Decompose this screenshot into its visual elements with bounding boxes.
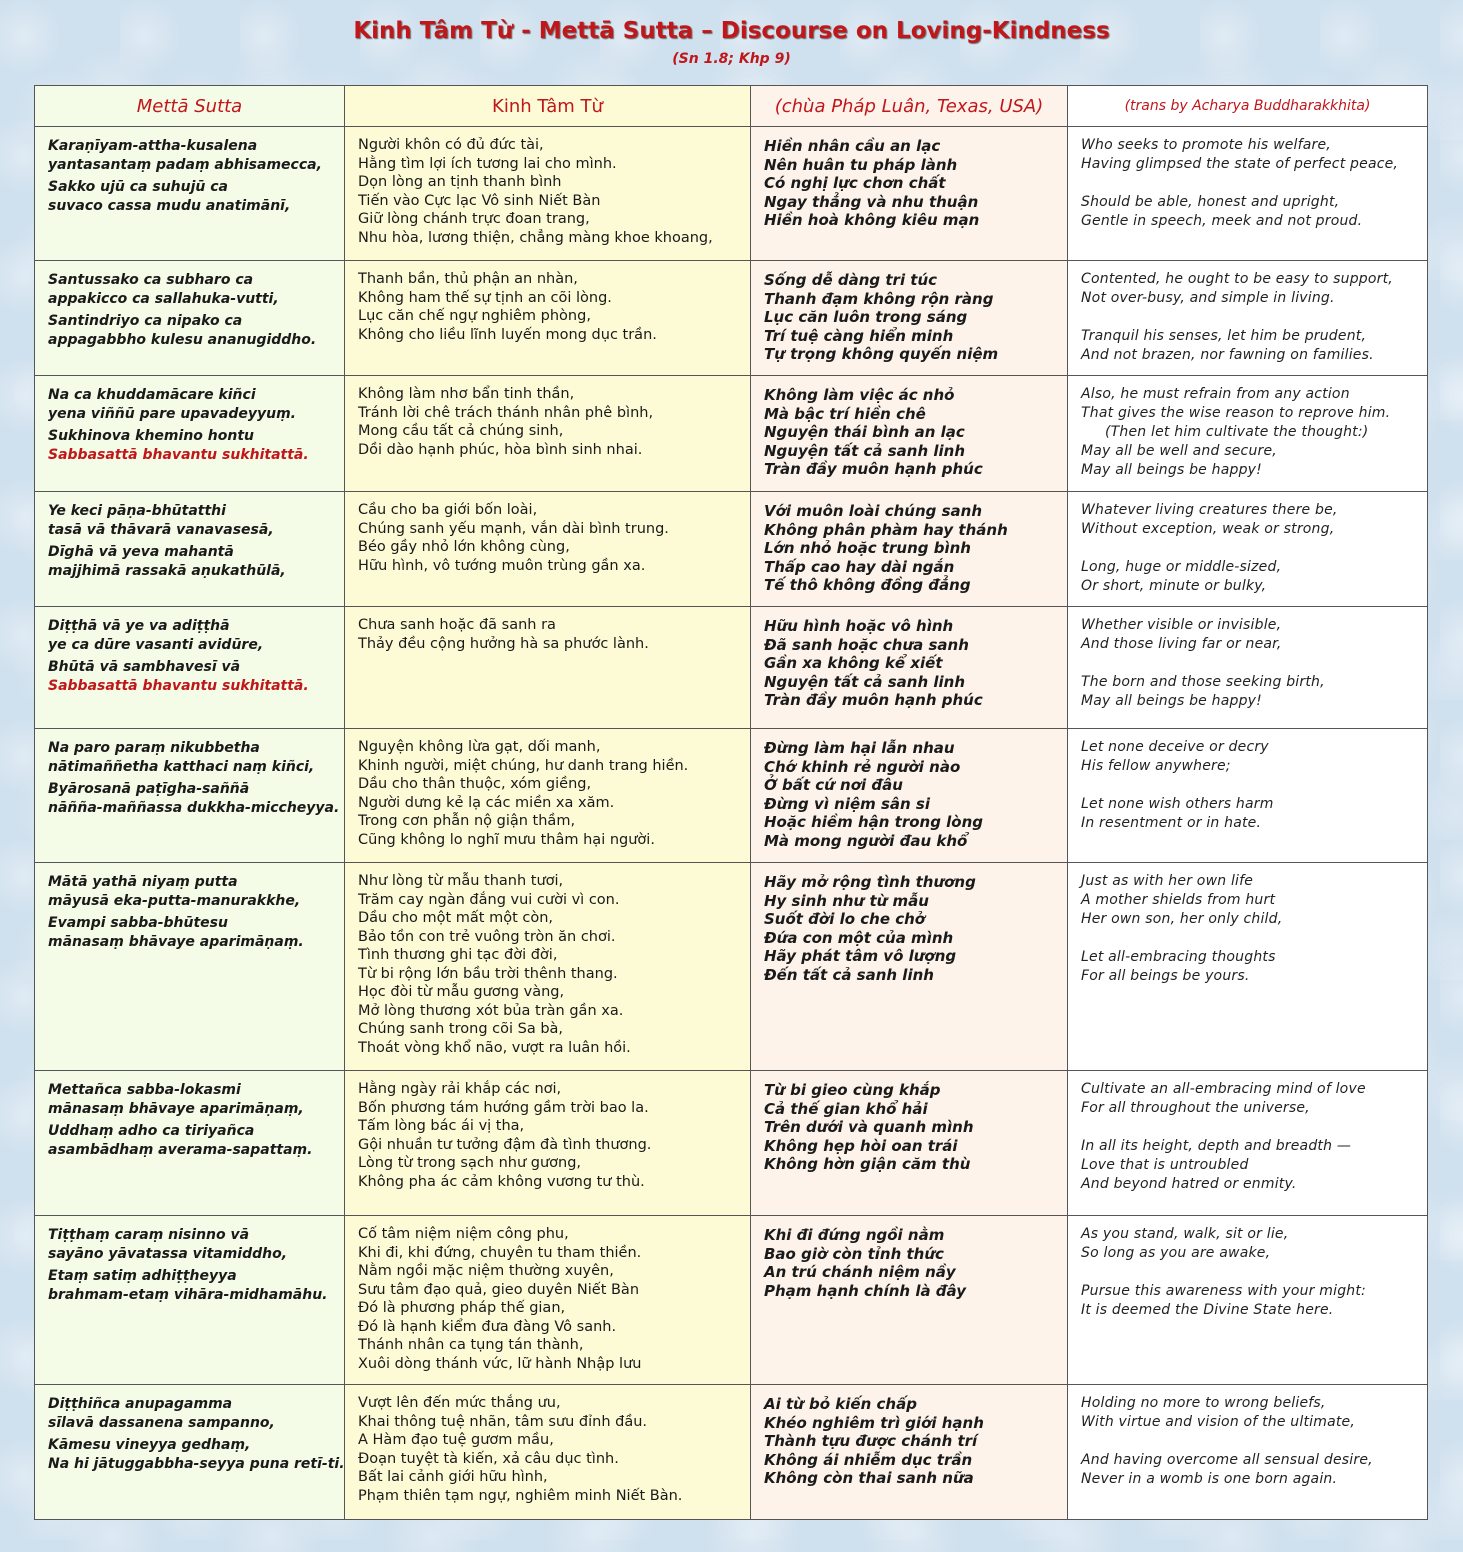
english-line: Not over-busy, and simple in living. bbox=[1081, 290, 1335, 306]
vietnamese-alt-line: Đừng làm hại lẫn nhau bbox=[764, 739, 955, 757]
pali-line: Na ca khuddamācare kiñci bbox=[48, 387, 256, 403]
vietnamese-alt-line: Đến tất cả sanh linh bbox=[764, 965, 934, 984]
english-verse bbox=[1068, 863, 1427, 992]
stanza-gap bbox=[1081, 776, 1415, 795]
header-pali: Mettā Sutta bbox=[35, 86, 345, 127]
english-line: Also, he must refrain from any action bbox=[1081, 386, 1350, 402]
pali-verse bbox=[35, 1216, 344, 1311]
pali-line: suvaco cassa mudu anatimānī, bbox=[48, 198, 291, 214]
pali-line: mānasaṃ bhāvaye aparimāṇaṃ, bbox=[48, 1101, 304, 1117]
vietnamese-alt-line: Thanh đạm không rộn ràng bbox=[764, 289, 994, 308]
vietnamese-line: A Hàm đạo tuệ gươm mầu, bbox=[358, 1432, 554, 1448]
english-cell bbox=[1068, 1385, 1428, 1520]
vietnamese-line: Mong cầu tất cả chúng sinh, bbox=[358, 423, 564, 439]
vietnamese-verse bbox=[345, 1071, 750, 1197]
vietnamese-cell bbox=[345, 863, 751, 1071]
english-verse bbox=[1068, 607, 1427, 717]
vietnamese-verse bbox=[345, 261, 750, 350]
page-title: Kinh Tâm Từ - Mettā Sutta – Discourse on Loving-Kindness bbox=[353, 18, 1110, 44]
english-line: With virtue and vision of the ultimate, bbox=[1081, 1414, 1356, 1430]
verse-row bbox=[35, 1071, 1428, 1216]
vietnamese-alt-line: Không ái nhiễm dục trần bbox=[764, 1450, 973, 1469]
english-line: Having glimpsed the state of perfect peace, bbox=[1081, 156, 1399, 172]
vietnamese-line: Khi đi, khi đứng, chuyên tu tham thiền. bbox=[358, 1244, 642, 1261]
vietnamese-alt-line: Phạm hạnh chính là đây bbox=[764, 1281, 966, 1300]
vietnamese-alt-line: Nguyện thái bình an lạc bbox=[764, 423, 965, 441]
english-verse bbox=[1068, 1385, 1427, 1495]
vietnamese-line: Thanh bần, thủ phận an nhàn, bbox=[358, 271, 578, 287]
vietnamese-alt-verse bbox=[751, 863, 1067, 990]
pali-line: Tiṭṭhaṃ caraṃ nisinno vā bbox=[48, 1227, 250, 1243]
vietnamese-alt-line: Cả thế gian khổ hải bbox=[764, 1099, 928, 1118]
vietnamese-alt-line: Hiền nhân cầu an lạc bbox=[764, 137, 941, 155]
english-line: And not brazen, nor fawning on families. bbox=[1081, 347, 1374, 363]
pali-cell bbox=[35, 261, 345, 376]
vietnamese-alt-cell bbox=[751, 1216, 1068, 1385]
verse-row bbox=[35, 1385, 1428, 1520]
pali-verse bbox=[35, 729, 344, 824]
vietnamese-line: Không ham thế sự tịnh an cõi lòng. bbox=[358, 289, 612, 306]
pali-line: Bhūtā vā sambhavesī vā bbox=[48, 659, 241, 675]
pali-line: sīlavā dassanena sampanno, bbox=[48, 1415, 275, 1431]
vietnamese-line: Hằng tìm lợi ích tương lai cho mình. bbox=[358, 155, 617, 172]
english-line: It is deemed the Divine State here. bbox=[1081, 1302, 1334, 1318]
vietnamese-alt-line: Không hẹp hòi oan trái bbox=[764, 1136, 958, 1155]
vietnamese-alt-line: Trí tuệ càng hiển minh bbox=[764, 326, 954, 345]
vietnamese-line: Đoạn tuyệt tà kiến, xả câu dục tình. bbox=[358, 1450, 619, 1467]
verse-row bbox=[35, 607, 1428, 729]
pali-line: Dīghā vā yeva mahantā bbox=[48, 544, 234, 560]
pali-line: Byārosanā paṭīgha-saññā bbox=[48, 781, 250, 797]
vietnamese-line: Dọn lòng an tịnh thanh bình bbox=[358, 174, 562, 190]
stanza-gap bbox=[1081, 174, 1415, 193]
vietnamese-alt-line: Nguyện tất cả sanh linh bbox=[764, 672, 966, 691]
vietnamese-alt-verse bbox=[751, 127, 1067, 236]
pali-line: Na hi jātuggabbha-seyya puna retī-ti. bbox=[48, 1456, 345, 1472]
vietnamese-alt-verse bbox=[751, 1216, 1067, 1306]
vietnamese-line: Lục căn chế ngự nghiêm phòng, bbox=[358, 308, 591, 324]
pali-line: Diṭṭhiñca anupagamma bbox=[48, 1396, 233, 1412]
vietnamese-alt-verse bbox=[751, 376, 1067, 485]
stanza-gap bbox=[1081, 1263, 1415, 1282]
vietnamese-verse bbox=[345, 492, 750, 581]
vietnamese-alt-line: Mà mong người đau khổ bbox=[764, 831, 968, 850]
english-cell bbox=[1068, 492, 1428, 607]
vietnamese-alt-line: Bao giờ còn tỉnh thức bbox=[764, 1244, 944, 1263]
pali-line: yena viññū pare upavadeyyuṃ. bbox=[48, 406, 297, 422]
vietnamese-alt-line: Đứa con một của mình bbox=[764, 928, 954, 947]
pali-line: majjhimā rassakā aṇukathūlā, bbox=[48, 563, 286, 579]
vietnamese-alt-line: Lục căn luôn trong sáng bbox=[764, 308, 968, 326]
vietnamese-alt-line: An trú chánh niệm nầy bbox=[764, 1263, 956, 1281]
header-vietnamese-alt: (chùa Pháp Luân, Texas, USA) bbox=[751, 86, 1068, 127]
vietnamese-line: Hữu hình, vô tướng muôn trùng gần xa. bbox=[358, 557, 646, 574]
stanza-gap bbox=[1081, 654, 1415, 673]
pali-line: sayāno yāvatassa vitamiddho, bbox=[48, 1246, 288, 1262]
vietnamese-alt-line: Từ bi gieo cùng khắp bbox=[764, 1081, 941, 1099]
pali-verse bbox=[35, 1385, 344, 1480]
vietnamese-alt-line: Không làm việc ác nhỏ bbox=[764, 386, 955, 404]
vietnamese-verse bbox=[345, 607, 750, 659]
vietnamese-cell bbox=[345, 607, 751, 729]
pali-cell bbox=[35, 607, 345, 729]
vietnamese-alt-line: Không phân phàm hay thánh bbox=[764, 520, 1008, 539]
english-line: May all beings be happy! bbox=[1081, 462, 1262, 478]
vietnamese-alt-cell bbox=[751, 261, 1068, 376]
english-verse bbox=[1068, 492, 1427, 602]
english-line: In resentment or in hate. bbox=[1081, 815, 1262, 831]
vietnamese-alt-line: Mà bậc trí hiền chê bbox=[764, 404, 926, 423]
vietnamese-alt-line: Hiền hoà không kiêu mạn bbox=[764, 211, 980, 229]
english-line: Love that is untroubled bbox=[1081, 1157, 1249, 1173]
vietnamese-line: Xuôi dòng thánh vức, lữ hành Nhập lưu bbox=[358, 1355, 642, 1372]
english-line: A mother shields from hurt bbox=[1081, 892, 1276, 908]
verse-row bbox=[35, 1216, 1428, 1385]
vietnamese-line: Nguyện không lừa gạt, dối manh, bbox=[358, 739, 601, 755]
stanza-gap bbox=[1081, 929, 1415, 948]
pali-verse bbox=[35, 1071, 344, 1166]
vietnamese-alt-line: Khi đi đứng ngồi nằm bbox=[764, 1226, 945, 1244]
verse-row bbox=[35, 127, 1428, 261]
english-line: Let none wish others harm bbox=[1081, 796, 1274, 812]
vietnamese-line: Đó là phương pháp thế gian, bbox=[358, 1300, 566, 1316]
header-english: (trans by Acharya Buddharakkhita) bbox=[1068, 86, 1428, 127]
vietnamese-line: Tiến vào Cực lạc Vô sinh Niết Bàn bbox=[358, 192, 601, 209]
vietnamese-verse bbox=[345, 127, 750, 253]
vietnamese-line: Người khôn có đủ đức tài, bbox=[358, 137, 544, 153]
pali-line: appakicco ca sallahuka-vutti, bbox=[48, 291, 279, 307]
english-line: Cultivate an all-embracing mind of love bbox=[1081, 1081, 1366, 1097]
vietnamese-verse bbox=[345, 1216, 750, 1379]
english-line: And beyond hatred or enmity. bbox=[1081, 1176, 1297, 1192]
english-cell bbox=[1068, 863, 1428, 1071]
pali-line: brahmam-etaṃ vihāra-midhamāhu. bbox=[48, 1287, 328, 1303]
vietnamese-line: Trăm cay ngàn đắng vui cười vì con. bbox=[358, 891, 620, 908]
vietnamese-line: Chúng sanh yếu mạnh, vắn dài bình trung. bbox=[358, 520, 669, 537]
vietnamese-line: Thoát vòng khổ não, vượt ra luân hồi. bbox=[358, 1039, 631, 1056]
english-line: Let all-embracing thoughts bbox=[1081, 949, 1276, 965]
pali-verse bbox=[35, 863, 344, 958]
vietnamese-cell bbox=[345, 261, 751, 376]
english-line: Pursue this awareness with your might: bbox=[1081, 1283, 1366, 1299]
english-line: That gives the wise reason to reprove him. bbox=[1081, 405, 1391, 421]
english-line: And having overcome all sensual desire, bbox=[1081, 1452, 1373, 1468]
vietnamese-line: Chưa sanh hoặc đã sanh ra bbox=[358, 617, 556, 633]
english-verse bbox=[1068, 127, 1427, 237]
vietnamese-alt-verse bbox=[751, 1385, 1067, 1494]
vietnamese-cell bbox=[345, 729, 751, 863]
pali-line: mānasaṃ bhāvaye aparimāṇaṃ. bbox=[48, 934, 304, 950]
vietnamese-verse bbox=[345, 1385, 750, 1511]
english-line: May all be well and secure, bbox=[1081, 443, 1277, 459]
vietnamese-line: Hằng ngày rải khắp các nơi, bbox=[358, 1081, 562, 1097]
vietnamese-alt-line: Tràn đầy muôn hạnh phúc bbox=[764, 460, 983, 478]
pali-line: Ye keci pāṇa-bhūtatthi bbox=[48, 503, 226, 519]
vietnamese-line: Tình thương ghi tạc đời đời, bbox=[358, 947, 558, 963]
pali-line: Diṭṭhā vā ye va adiṭṭhā bbox=[48, 618, 230, 634]
vietnamese-line: Chúng sanh trong cõi Sa bà, bbox=[358, 1021, 564, 1037]
english-line: Holding no more to wrong beliefs, bbox=[1081, 1395, 1326, 1411]
vietnamese-line: Phạm thiên tạm ngự, nghiêm minh Niết Bàn. bbox=[358, 1487, 683, 1504]
vietnamese-line: Không pha ác cảm không vương tư thù. bbox=[358, 1173, 645, 1190]
pali-line: yantasantaṃ padaṃ abhisamecca, bbox=[48, 157, 322, 173]
vietnamese-line: Mở lòng thương xót bủa tràn gần xa. bbox=[358, 1002, 624, 1019]
english-verse bbox=[1068, 376, 1427, 486]
pali-verse bbox=[35, 261, 344, 356]
vietnamese-cell bbox=[345, 492, 751, 607]
english-line: For all throughout the universe, bbox=[1081, 1100, 1310, 1116]
english-line: For all beings be yours. bbox=[1081, 968, 1250, 984]
pali-cell bbox=[35, 729, 345, 863]
english-line: Her own son, her only child, bbox=[1081, 911, 1283, 927]
english-line: Should be able, honest and upright, bbox=[1081, 194, 1340, 210]
vietnamese-line: Nhu hòa, lương thiện, chẳng màng khoe khoang, bbox=[358, 229, 713, 246]
vietnamese-line: Không làm nhơ bẩn tinh thần, bbox=[358, 386, 575, 402]
vietnamese-line: Bảo tồn con trẻ vuông tròn ăn chơi. bbox=[358, 928, 616, 945]
pali-line: nātimaññetha katthaci naṃ kiñci, bbox=[48, 759, 315, 775]
vietnamese-alt-cell bbox=[751, 376, 1068, 492]
english-verse bbox=[1068, 729, 1427, 839]
sutta-table bbox=[34, 85, 1428, 1520]
english-cell bbox=[1068, 1071, 1428, 1216]
pali-line: Santindriyo ca nipako ca bbox=[48, 313, 243, 329]
vietnamese-line: Béo gầy nhỏ lớn không cùng, bbox=[358, 539, 570, 555]
vietnamese-alt-line: Hy sinh như từ mẫu bbox=[764, 891, 929, 910]
pali-line: appagabbho kulesu ananugiddho. bbox=[48, 332, 317, 348]
vietnamese-alt-line: Suốt đời lo che chở bbox=[764, 910, 926, 928]
vietnamese-line: Vượt lên đến mức thắng ưu, bbox=[358, 1395, 561, 1411]
english-line: Just as with her own life bbox=[1081, 873, 1254, 889]
english-line: Never in a womb is one born again. bbox=[1081, 1471, 1338, 1487]
vietnamese-line: Sưu tâm đạo quả, gieo duyên Niết Bàn bbox=[358, 1281, 640, 1298]
pali-refrain-line: Sabbasattā bhavantu sukhitattā. bbox=[48, 447, 309, 463]
vietnamese-alt-line: Trên dưới và quanh mình bbox=[764, 1118, 974, 1136]
vietnamese-alt-line: Nên huân tu pháp lành bbox=[764, 155, 958, 174]
english-line: Whether visible or invisible, bbox=[1081, 617, 1282, 633]
stanza-gap bbox=[1081, 1118, 1415, 1137]
vietnamese-alt-line: Không còn thai sanh nữa bbox=[764, 1469, 974, 1487]
vietnamese-line: Khinh người, miệt chúng, hư danh trang hiền. bbox=[358, 757, 689, 774]
verse-row bbox=[35, 863, 1428, 1071]
pali-verse bbox=[35, 127, 344, 222]
pali-line: asambādhaṃ averama-sapattaṃ. bbox=[48, 1142, 313, 1158]
vietnamese-cell bbox=[345, 1071, 751, 1216]
pali-cell bbox=[35, 1385, 345, 1520]
vietnamese-alt-line: Ở bất cứ nơi đâu bbox=[764, 776, 903, 794]
vietnamese-alt-line: Đã sanh hoặc chưa sanh bbox=[764, 635, 969, 654]
vietnamese-alt-line: Hữu hình hoặc vô hình bbox=[764, 617, 954, 635]
stanza-gap bbox=[1081, 1432, 1415, 1451]
vietnamese-line: Đó là hạnh kiểm đưa đàng Vô sanh. bbox=[358, 1318, 617, 1335]
vietnamese-cell bbox=[345, 1216, 751, 1385]
pali-verse bbox=[35, 607, 344, 702]
pali-line: Santussako ca subharo ca bbox=[48, 272, 254, 288]
english-line: Whatever living creatures there be, bbox=[1081, 502, 1338, 518]
header-vietnamese: Kinh Tâm Từ bbox=[345, 86, 751, 127]
pali-cell bbox=[35, 1071, 345, 1216]
vietnamese-alt-line: Tế thô không đồng đẳng bbox=[764, 576, 971, 594]
vietnamese-alt-line: Thành tựu được chánh trí bbox=[764, 1432, 978, 1450]
verse-row bbox=[35, 729, 1428, 863]
english-cell bbox=[1068, 729, 1428, 863]
vietnamese-alt-line: Lớn nhỏ hoặc trung bình bbox=[764, 539, 971, 557]
english-line: His fellow anywhere; bbox=[1081, 758, 1231, 774]
vietnamese-line: Lòng từ trong sạch như gương, bbox=[358, 1155, 582, 1171]
verse-row bbox=[35, 261, 1428, 376]
vietnamese-alt-verse bbox=[751, 261, 1067, 370]
vietnamese-alt-line: Chớ khinh rẻ người nào bbox=[764, 757, 961, 776]
vietnamese-line: Từ bi rộng lớn bầu trời thênh thang. bbox=[358, 965, 618, 982]
english-verse bbox=[1068, 1216, 1427, 1326]
vietnamese-alt-line: Có nghị lực chơn chất bbox=[764, 174, 946, 192]
vietnamese-line: Bất lai cảnh giới hữu hình, bbox=[358, 1469, 548, 1485]
vietnamese-line: Cầu cho ba giới bốn loài, bbox=[358, 502, 538, 518]
pali-line: Sukhinova khemino hontu bbox=[48, 428, 254, 444]
vietnamese-line: Dồi dào hạnh phúc, hòa bình sinh nhai. bbox=[358, 441, 643, 458]
pali-cell bbox=[35, 863, 345, 1071]
vietnamese-alt-verse bbox=[751, 729, 1067, 856]
vietnamese-line: Gội nhuần tư tưởng đậm đà tình thương. bbox=[358, 1136, 652, 1153]
vietnamese-alt-cell bbox=[751, 863, 1068, 1071]
vietnamese-verse bbox=[345, 729, 750, 855]
pali-line: Karaṇīyam-attha-kusalena bbox=[48, 138, 258, 154]
vietnamese-line: Không cho liều lĩnh luyến mong dục trần. bbox=[358, 326, 657, 343]
vietnamese-alt-verse bbox=[751, 607, 1067, 716]
vietnamese-line: Tấm lòng bác ái vị tha, bbox=[358, 1118, 525, 1134]
verse-row bbox=[35, 376, 1428, 492]
english-verse bbox=[1068, 1071, 1427, 1200]
english-line: Long, huge or middle-sized, bbox=[1081, 559, 1282, 575]
english-line: Contented, he ought to be easy to support, bbox=[1081, 271, 1393, 287]
vietnamese-alt-cell bbox=[751, 1385, 1068, 1520]
english-line: May all beings be happy! bbox=[1081, 693, 1262, 709]
pali-line: Uddhaṃ adho ca tiriyañca bbox=[48, 1123, 255, 1139]
pali-cell bbox=[35, 1216, 345, 1385]
vietnamese-line: Cố tâm niệm niệm công phu, bbox=[358, 1226, 569, 1242]
vietnamese-alt-line: Ngay thẳng và nhu thuận bbox=[764, 192, 979, 211]
vietnamese-alt-line: Sống dễ dàng tri túc bbox=[764, 271, 938, 289]
vietnamese-line: Trong cơn phẫn nộ giận thầm, bbox=[358, 813, 576, 829]
pali-line: Na paro paraṃ nikubbetha bbox=[48, 740, 260, 756]
english-line: As you stand, walk, sit or lie, bbox=[1081, 1226, 1289, 1242]
vietnamese-line: Thảy đều cộng hưởng hà sa phước lành. bbox=[358, 635, 649, 652]
vietnamese-verse bbox=[345, 863, 750, 1063]
vietnamese-cell bbox=[345, 376, 751, 492]
vietnamese-alt-cell bbox=[751, 1071, 1068, 1216]
english-verse bbox=[1068, 261, 1427, 371]
english-line: And those living far or near, bbox=[1081, 636, 1282, 652]
pali-line: Sakko ujū ca suhujū ca bbox=[48, 179, 228, 195]
vietnamese-line: Dầu cho thân thuộc, xóm giềng, bbox=[358, 776, 592, 792]
vietnamese-alt-cell bbox=[751, 492, 1068, 607]
english-line: Gentle in speech, meek and not proud. bbox=[1081, 213, 1363, 229]
vietnamese-alt-verse bbox=[751, 492, 1067, 601]
english-cell bbox=[1068, 1216, 1428, 1385]
vietnamese-alt-line: Không hờn giận căm thù bbox=[764, 1155, 971, 1173]
vietnamese-line: Dầu cho một mất một còn, bbox=[358, 910, 554, 926]
english-line: Tranquil his senses, let him be prudent, bbox=[1081, 328, 1367, 344]
english-line: The born and those seeking birth, bbox=[1081, 674, 1325, 690]
pali-line: tasā vā thāvarā vanavasesā, bbox=[48, 522, 274, 538]
vietnamese-alt-line: Hoặc hiềm hận trong lòng bbox=[764, 813, 984, 831]
vietnamese-line: Như lòng từ mẫu thanh tươi, bbox=[358, 873, 564, 889]
english-cell bbox=[1068, 607, 1428, 729]
english-cell bbox=[1068, 376, 1428, 492]
pali-refrain-line: Sabbasattā bhavantu sukhitattā. bbox=[48, 678, 309, 694]
vietnamese-alt-line: Tràn đầy muôn hạnh phúc bbox=[764, 691, 983, 709]
english-line: Let none deceive or decry bbox=[1081, 739, 1269, 755]
vietnamese-line: Khai thông tuệ nhãn, tâm sưu đỉnh đầu. bbox=[358, 1413, 648, 1430]
vietnamese-line: Nằm ngồi mặc niệm thường xuyên, bbox=[358, 1263, 614, 1279]
vietnamese-alt-line: Gần xa không kể xiết bbox=[764, 654, 943, 672]
english-line: Or short, minute or bulky, bbox=[1081, 578, 1267, 594]
pali-line: māyusā eka-putta-manurakkhe, bbox=[48, 893, 301, 909]
pali-line: ye ca dūre vasanti avidūre, bbox=[48, 637, 264, 653]
english-line: Who seeks to promote his welfare, bbox=[1081, 137, 1331, 153]
vietnamese-line: Người dưng kẻ lạ các miền xa xăm. bbox=[358, 794, 615, 811]
pali-line: Mettañca sabba-lokasmi bbox=[48, 1082, 241, 1098]
vietnamese-alt-line: Hãy mở rộng tình thương bbox=[764, 873, 976, 891]
stanza-gap bbox=[1081, 539, 1415, 558]
vietnamese-alt-line: Tự trọng không quyến niệm bbox=[764, 345, 999, 363]
vietnamese-line: Bốn phương tám hướng gầm trời bao la. bbox=[358, 1099, 649, 1116]
english-line: In all its height, depth and breadth — bbox=[1081, 1138, 1352, 1154]
vietnamese-alt-line: Nguyện tất cả sanh linh bbox=[764, 441, 966, 460]
english-cell bbox=[1068, 127, 1428, 261]
vietnamese-alt-line: Đừng vì niệm sân si bbox=[764, 794, 931, 813]
pali-cell bbox=[35, 127, 345, 261]
vietnamese-line: Cũng không lo nghĩ mưu thâm hại người. bbox=[358, 831, 655, 848]
vietnamese-cell bbox=[345, 1385, 751, 1520]
vietnamese-alt-line: Khéo nghiêm trì giới hạnh bbox=[764, 1413, 984, 1432]
pali-verse bbox=[35, 492, 344, 587]
vietnamese-line: Giữ lòng chánh trực đoan trang, bbox=[358, 211, 590, 227]
vietnamese-alt-line: Hãy phát tâm vô lượng bbox=[764, 947, 957, 965]
pali-verse bbox=[35, 376, 344, 471]
pali-cell bbox=[35, 492, 345, 607]
vietnamese-cell bbox=[345, 127, 751, 261]
pali-line: nāñña-maññassa dukkha-miccheyya. bbox=[48, 800, 340, 816]
vietnamese-alt-cell bbox=[751, 729, 1068, 863]
vietnamese-alt-line: Với muôn loài chúng sanh bbox=[764, 502, 983, 520]
english-cell bbox=[1068, 261, 1428, 376]
pali-line: Kāmesu vineyya gedhaṃ, bbox=[48, 1437, 251, 1453]
vietnamese-verse bbox=[345, 376, 750, 465]
page-subtitle: (Sn 1.8; Khp 9) bbox=[672, 51, 791, 67]
english-line: (Then let him cultivate the thought:) bbox=[1105, 424, 1369, 440]
pali-cell bbox=[35, 376, 345, 492]
vietnamese-alt-verse bbox=[751, 1071, 1067, 1180]
stanza-gap bbox=[1081, 308, 1415, 327]
vietnamese-line: Thánh nhân ca tụng tán thành, bbox=[358, 1337, 584, 1353]
vietnamese-line: Học đòi từ mẫu gương vàng, bbox=[358, 984, 565, 1000]
vietnamese-line: Tránh lời chê trách thánh nhân phê bình, bbox=[358, 404, 654, 421]
vietnamese-alt-line: Ai từ bỏ kiến chấp bbox=[764, 1395, 917, 1413]
vietnamese-alt-line: Thấp cao hay dài ngắn bbox=[764, 557, 955, 576]
pali-line: Etaṃ satiṃ adhiṭṭheyya bbox=[48, 1268, 237, 1284]
header-row bbox=[35, 86, 1428, 127]
english-line: So long as you are awake, bbox=[1081, 1245, 1271, 1261]
vietnamese-alt-cell bbox=[751, 127, 1068, 261]
pali-line: Mātā yathā niyaṃ putta bbox=[48, 874, 238, 890]
english-line: Without exception, weak or strong, bbox=[1081, 521, 1335, 537]
verse-row bbox=[35, 492, 1428, 607]
pali-line: Evampi sabba-bhūtesu bbox=[48, 915, 228, 931]
vietnamese-alt-cell bbox=[751, 607, 1068, 729]
